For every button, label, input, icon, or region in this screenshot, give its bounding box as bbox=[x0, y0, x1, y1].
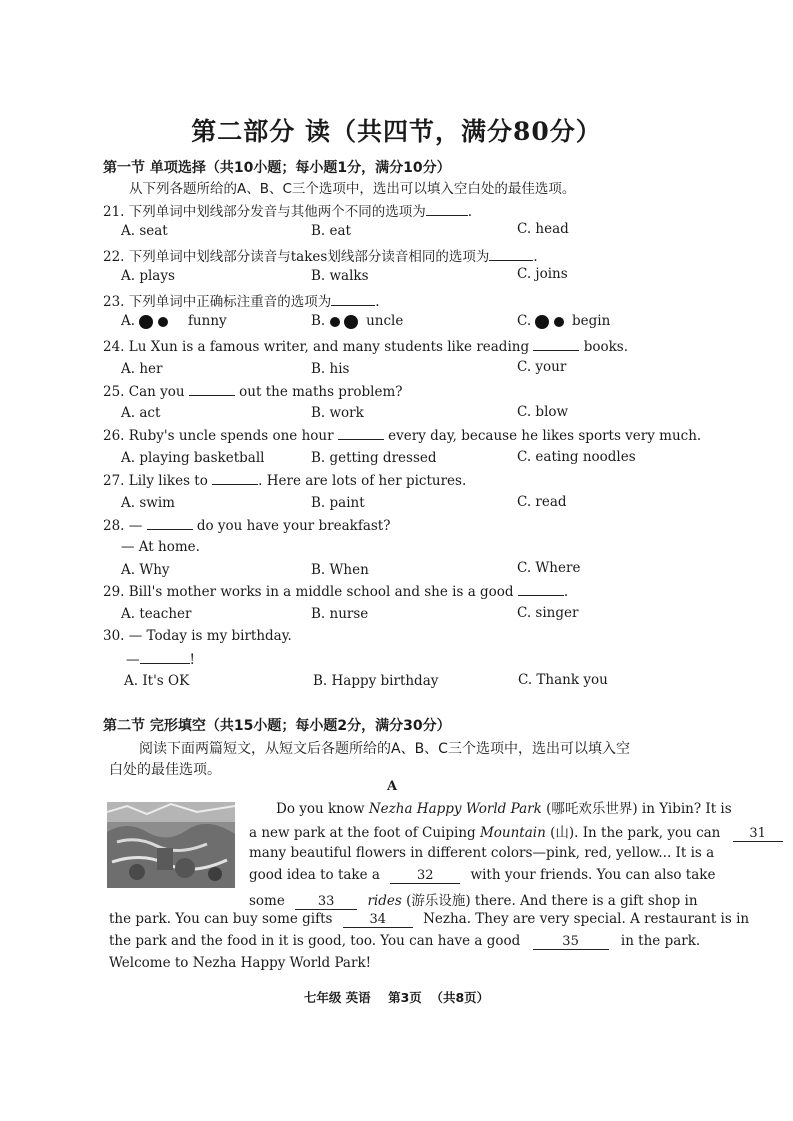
cloze-blank-34: 34 bbox=[343, 913, 413, 928]
passage-text: Do you know bbox=[276, 801, 369, 817]
passage-line-1 bbox=[276, 797, 732, 817]
question-stem: 28. — bbox=[103, 518, 143, 534]
question-23 bbox=[103, 290, 380, 310]
question-stem-end: . bbox=[533, 249, 538, 265]
question-27 bbox=[103, 472, 466, 489]
passage-text: the park. You can buy some gifts bbox=[109, 911, 333, 927]
question-28 bbox=[103, 517, 390, 534]
passage-line-5 bbox=[249, 889, 698, 910]
stress-dot-icon bbox=[344, 315, 358, 329]
option-25-a: A. act bbox=[121, 405, 161, 421]
passage-line-7 bbox=[109, 933, 700, 950]
option-30-a: A. It's OK bbox=[124, 673, 190, 689]
passage-line-8: Welcome to Nezha Happy World Park! bbox=[109, 955, 372, 971]
passage-line-3: many beautiful flowers in different colors—pink, red, yellow... It is a bbox=[249, 845, 715, 861]
passage-italic: Nezha Happy World Park bbox=[368, 801, 542, 817]
option-25-b: B. work bbox=[311, 405, 364, 421]
answer-blank bbox=[189, 383, 235, 396]
cloze-blank-31: 31 bbox=[733, 827, 783, 842]
section2-heading: 第二节 完形填空（共15小题；每小题2分，满分30分） bbox=[103, 718, 451, 734]
option-25-c: C. blow bbox=[517, 404, 569, 420]
question-21 bbox=[103, 200, 472, 220]
option-letter: B. bbox=[311, 313, 326, 329]
question-stem: 25. Can you bbox=[103, 384, 185, 400]
option-30-b: B. Happy birthday bbox=[313, 673, 439, 689]
reply-end: ! bbox=[189, 652, 195, 668]
answer-blank bbox=[518, 583, 564, 596]
question-stem: 22. 下列单词中划线部分读音与takes划线部分读音相同的选项为 bbox=[103, 249, 490, 265]
option-22-b: B. walks bbox=[311, 268, 369, 284]
option-letter: C. bbox=[517, 313, 532, 329]
option-28-b: B. When bbox=[311, 562, 369, 578]
question-stem-end: . Here are lots of her pictures. bbox=[258, 473, 467, 489]
question-22 bbox=[103, 245, 538, 265]
option-26-b: B. getting dressed bbox=[311, 450, 437, 466]
option-26-c: C. eating noodles bbox=[517, 449, 636, 465]
option-22-c: C. joins bbox=[517, 266, 568, 282]
question-stem: 24. Lu Xun is a famous writer, and many students like reading bbox=[103, 339, 530, 355]
answer-blank bbox=[331, 293, 375, 306]
question-30: 30. — Today is my birthday. bbox=[103, 628, 292, 644]
stress-dot-icon bbox=[158, 317, 168, 327]
option-24-b: B. his bbox=[311, 361, 350, 377]
option-27-a: A. swim bbox=[121, 495, 175, 511]
option-23-b bbox=[311, 313, 403, 329]
stress-dot-icon bbox=[554, 317, 564, 327]
passage-line-2 bbox=[249, 821, 783, 842]
section1-heading: 第一节 单项选择（共10小题；每小题1分，满分10分） bbox=[103, 160, 451, 176]
passage-text: some bbox=[249, 893, 285, 909]
question-stem-end: out the maths problem? bbox=[239, 384, 403, 400]
option-28-a: A. Why bbox=[121, 562, 170, 578]
option-letter: A. bbox=[121, 313, 136, 329]
answer-blank bbox=[489, 248, 533, 261]
question-stem-end: books. bbox=[583, 339, 628, 355]
question-stem: 23. 下列单词中正确标注重音的选项为 bbox=[103, 294, 332, 310]
option-word: uncle bbox=[366, 313, 404, 329]
passage-text: (山). In the park, you can bbox=[545, 825, 721, 841]
option-29-c: C. singer bbox=[517, 605, 579, 621]
cloze-blank-33: 33 bbox=[295, 895, 357, 910]
question-30-reply bbox=[126, 651, 195, 668]
option-27-c: C. read bbox=[517, 494, 567, 510]
option-30-c: C. Thank you bbox=[518, 672, 608, 688]
answer-blank bbox=[140, 651, 190, 664]
part-title: 第二部分 读（共四节，满分80分） bbox=[191, 117, 602, 146]
question-stem: 27. Lily likes to bbox=[103, 473, 208, 489]
question-28-reply: — At home. bbox=[121, 539, 200, 555]
option-22-a: A. plays bbox=[121, 268, 175, 284]
section1-instruction: 从下列各题所给的A、B、C三个选项中，选出可以填入空白处的最佳选项。 bbox=[129, 181, 576, 197]
option-26-a: A. playing basketball bbox=[121, 450, 265, 466]
passage-text: good idea to take a bbox=[249, 867, 380, 883]
option-word: funny bbox=[187, 313, 227, 329]
option-21-c: C. head bbox=[517, 221, 569, 237]
option-28-c: C. Where bbox=[517, 560, 581, 576]
option-24-c: C. your bbox=[517, 359, 567, 375]
passage-text: a new park at the foot of Cuiping bbox=[249, 825, 480, 841]
answer-blank bbox=[533, 338, 579, 351]
answer-blank bbox=[338, 427, 384, 440]
section2-instruction-line1: 阅读下面两篇短文，从短文后各题所给的A、B、C三个选项中，选出可以填入空 bbox=[139, 741, 630, 757]
question-stem-end: . bbox=[467, 204, 473, 220]
option-27-b: B. paint bbox=[311, 495, 365, 511]
park-photo-graphic bbox=[107, 802, 235, 888]
question-24 bbox=[103, 338, 628, 355]
stress-dot-icon bbox=[535, 315, 549, 329]
option-24-a: A. her bbox=[121, 361, 163, 377]
reply-dash: — bbox=[126, 652, 140, 668]
option-29-a: A. teacher bbox=[121, 606, 192, 622]
passage-line-6 bbox=[109, 911, 749, 928]
option-21-a: A. seat bbox=[121, 223, 168, 239]
answer-blank bbox=[426, 203, 468, 216]
question-stem-end: do you have your breakfast? bbox=[196, 518, 391, 534]
stress-dot-icon bbox=[139, 315, 153, 329]
section2-instruction-line2: 白处的最佳选项。 bbox=[109, 762, 221, 778]
passage-italic: Mountain bbox=[479, 825, 546, 841]
page-footer: 七年级 英语 第3页 （共8页） bbox=[303, 990, 490, 1005]
passage-text: (游乐设施) there. And there is a gift shop in bbox=[406, 893, 698, 909]
park-photo bbox=[107, 802, 235, 888]
option-21-b: B. eat bbox=[311, 223, 351, 239]
question-stem-end: . bbox=[375, 294, 380, 310]
cloze-blank-35: 35 bbox=[533, 935, 609, 950]
passage-italic: rides bbox=[367, 893, 402, 909]
question-stem: 21. 下列单词中划线部分发音与其他两个不同的选项为 bbox=[103, 204, 426, 220]
question-stem: 29. Bill's mother works in a middle school and she is a good bbox=[103, 584, 514, 600]
passage-text: in the park. bbox=[620, 933, 701, 949]
question-26 bbox=[103, 427, 701, 444]
option-word: begin bbox=[572, 313, 611, 329]
passage-text: the park and the food in it is good, too. You can have a good bbox=[109, 933, 521, 949]
cloze-blank-32: 32 bbox=[390, 869, 460, 884]
option-23-a bbox=[121, 313, 227, 329]
option-29-b: B. nurse bbox=[311, 606, 369, 622]
question-stem-end: every day, because he likes sports very much. bbox=[388, 428, 702, 444]
question-29 bbox=[103, 583, 568, 600]
passage-text: with your friends. You can also take bbox=[470, 867, 716, 883]
passage-label: A bbox=[387, 779, 398, 794]
passage-line-4 bbox=[249, 867, 715, 884]
question-stem-end: . bbox=[563, 584, 569, 600]
question-25 bbox=[103, 383, 403, 400]
question-stem: 26. Ruby's uncle spends one hour bbox=[103, 428, 334, 444]
passage-text: Nezha. They are very special. A restaurant is in bbox=[423, 911, 750, 927]
stress-dot-icon bbox=[330, 317, 340, 327]
passage-text: (哪吒欢乐世界) in Yibin? It is bbox=[541, 801, 732, 817]
option-23-c bbox=[517, 313, 610, 329]
answer-blank bbox=[212, 472, 258, 485]
answer-blank bbox=[147, 517, 193, 530]
